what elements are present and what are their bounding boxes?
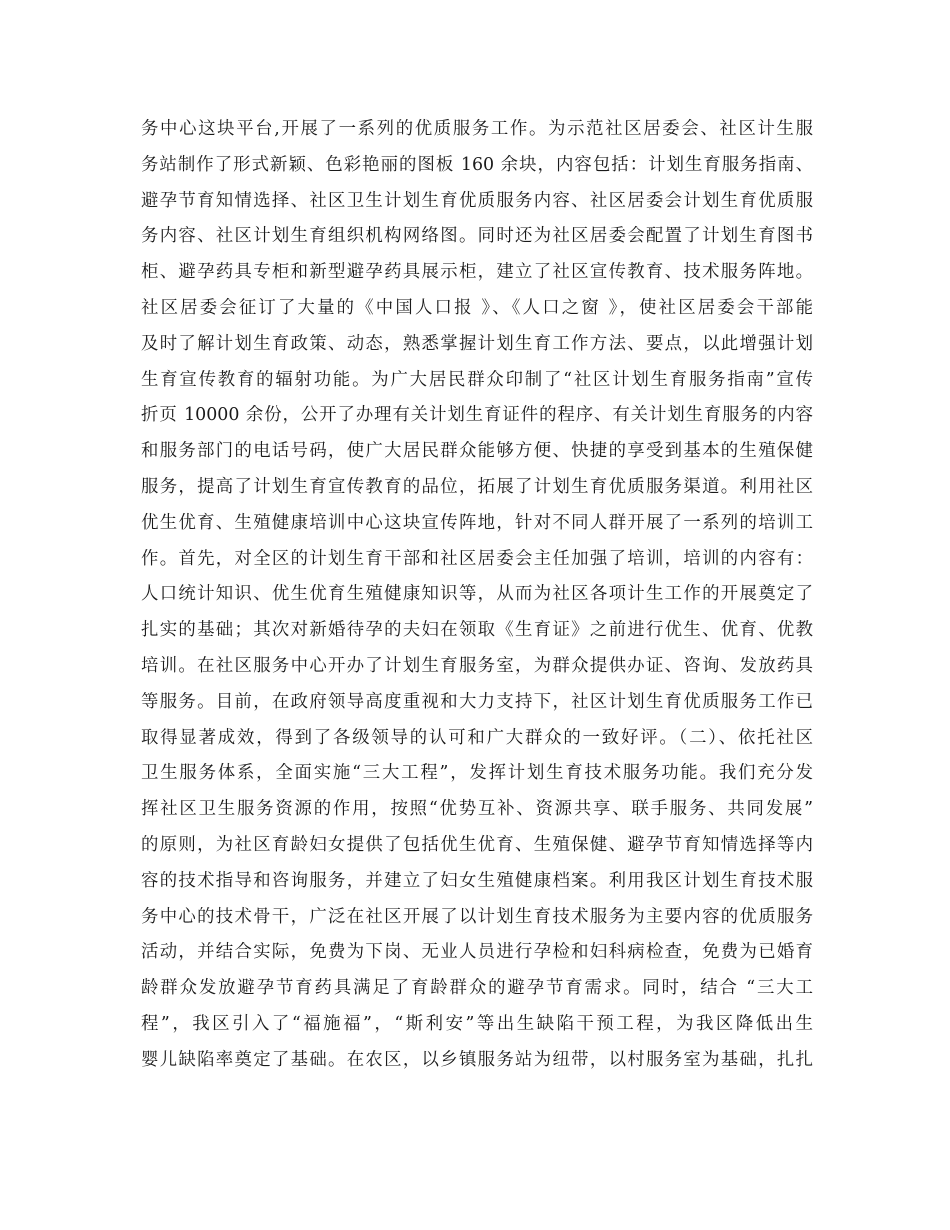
text-line: 活动，并结合实际，免费为下岗、无业人员进行孕检和妇科病检查，免费为已婚育 xyxy=(141,942,813,963)
body-text xyxy=(141,112,813,1079)
text-line: 的原则，为社区育龄妇女提供了包括优生优育、生殖保健、避孕节育知情选择等内 xyxy=(141,834,813,855)
text-line: 折页 10000 余份，公开了办理有关计划生育证件的程序、有关计划生育服务的内容 xyxy=(141,405,813,426)
text-line: 及时了解计划生育政策、动态，熟悉掌握计划生育工作方法、要点，以此增强计划 xyxy=(141,333,813,354)
text-line: 婴儿缺陷率奠定了基础。在农区，以乡镇服务站为纽带，以村服务室为基础，扎扎 xyxy=(141,1049,813,1070)
text-line: 等服务。目前，在政府领导高度重视和大力支持下，社区计划生育优质服务工作已 xyxy=(141,691,813,712)
text-line: 务中心的技术骨干，广泛在社区开展了以计划生育技术服务为主要内容的优质服务 xyxy=(141,906,813,927)
text-line: 作。首先，对全区的计划生育干部和社区居委会主任加强了培训，培训的内容有： xyxy=(141,548,813,569)
text-line: 取得显著成效，得到了各级领导的认可和广大群众的一致好评。（二）、依托社区 xyxy=(141,727,813,748)
text-line: 程”，我区引入了“福施福”，“斯利安”等出生缺陷干预工程，为我区降低出生 xyxy=(141,1013,813,1034)
text-line: 龄群众发放避孕节育药具满足了育龄群众的避孕节育需求。同时，结合 “三大工 xyxy=(141,978,813,999)
text-line: 和服务部门的电话号码，使广大居民群众能够方便、快捷的享受到基本的生殖保健 xyxy=(141,441,813,462)
text-line: 生育宣传教育的辐射功能。为广大居民群众印制了“社区计划生育服务指南”宣传 xyxy=(141,369,813,390)
text-line: 卫生服务体系，全面实施“三大工程”，发挥计划生育技术服务功能。我们充分发 xyxy=(141,763,813,784)
text-line: 容的技术指导和咨询服务，并建立了妇女生殖健康档案。利用我区计划生育技术服 xyxy=(141,870,813,891)
text-line: 柜、避孕药具专柜和新型避孕药具展示柜，建立了社区宣传教育、技术服务阵地。 xyxy=(141,262,813,283)
text-line: 社区居委会征订了大量的《中国人口报 》、《人口之窗 》，使社区居委会干部能 xyxy=(141,297,813,318)
text-line: 培训。在社区服务中心开办了计划生育服务室，为群众提供办证、咨询、发放药具 xyxy=(141,655,813,676)
text-line: 挥社区卫生服务资源的作用，按照“优势互补、资源共享、联手服务、共同发展” xyxy=(141,799,813,820)
text-line: 人口统计知识、优生优育生殖健康知识等，从而为社区各项计生工作的开展奠定了 xyxy=(141,584,813,605)
text-line: 优生优育、生殖健康培训中心这块宣传阵地，针对不同人群开展了一系列的培训工 xyxy=(141,512,813,533)
text-line: 服务，提高了计划生育宣传教育的品位，拓展了计划生育优质服务渠道。利用社区 xyxy=(141,476,813,497)
text-line: 扎实的基础；其次对新婚待孕的夫妇在领取《生育证》之前进行优生、优育、优教 xyxy=(141,620,813,641)
text-line: 避孕节育知情选择、社区卫生计划生育优质服务内容、社区居委会计划生育优质服 xyxy=(141,190,813,211)
text-line: 务内容、社区计划生育组织机构网络图。同时还为社区居委会配置了计划生育图书 xyxy=(141,226,813,247)
text-line: 务站制作了形式新颖、色彩艳丽的图板 160 余块，内容包括：计划生育服务指南、 xyxy=(141,154,813,175)
text-line: 务中心这块平台,开展了一系列的优质服务工作。为示范社区居委会、社区计生服 xyxy=(141,119,813,139)
